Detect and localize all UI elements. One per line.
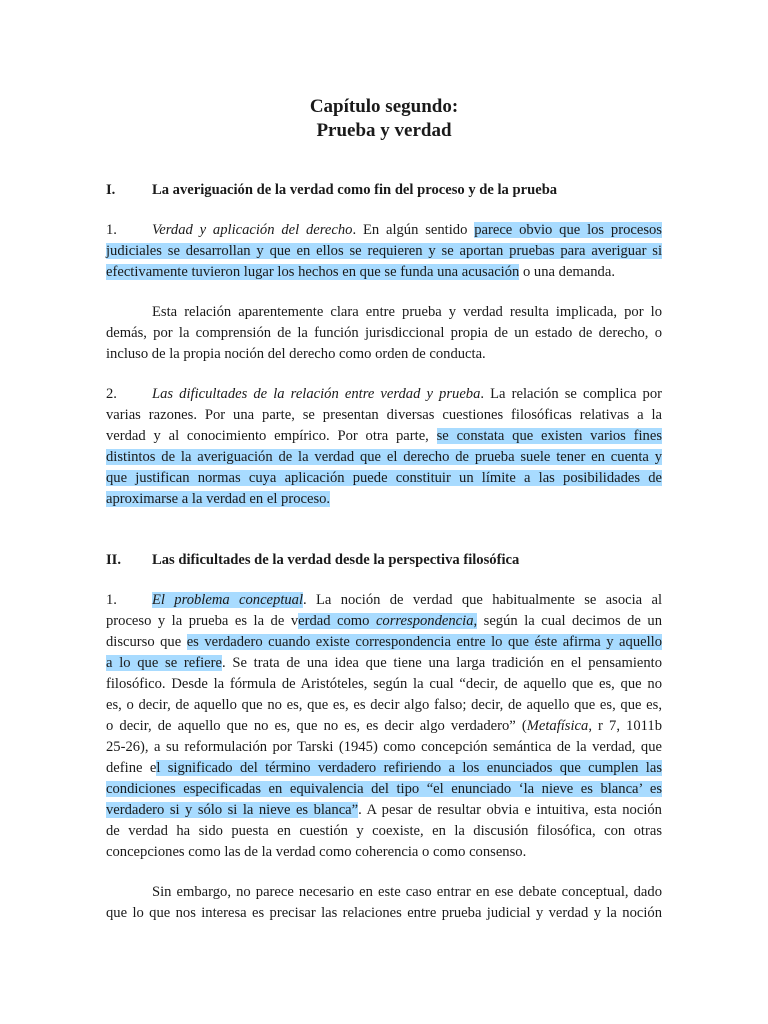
text-run: proceso y la prueba es la de v [106,613,299,629]
section-heading-2 [106,550,662,570]
paragraph-line [106,800,662,821]
paragraph-line [106,468,662,489]
paragraph-line [106,426,662,447]
highlight: condiciones especificadas en equivalencia del tipo “el enunciado ‘la nieve es blanca’ es [106,781,662,797]
paragraph-line: que lo que nos interesa es precisar las relaciones entre prueba judicial y verdad y la noción [106,905,662,921]
highlight: a lo que se refiere [106,655,222,671]
highlight: judiciales se desarrollan y que en ellos se requieren y se aportan pruebas para averiguar si [106,243,662,259]
text-run: discurso que [106,634,187,650]
section-heading-1 [106,180,662,200]
text-run: define e [106,760,157,776]
highlight: aproximarse a la verdad en el proceso. [106,491,331,507]
paragraph-line [106,653,662,674]
highlight: verdadero si y sólo si la nieve es blanca” [106,802,359,818]
paragraph-line [106,716,662,737]
highlight: correspondencia [375,613,474,629]
text-run: . Se trata de una idea que tiene una larga tradición en el pensamiento [222,655,662,671]
paragraph-line [106,241,662,262]
text-run: . En algún sentido [352,222,475,238]
paragraph-line: de verdad ha sido puesta en cuestión y coexiste, en la discusión filosófica, con otras [106,823,662,839]
paragraph-line: Sin embargo, no parece necesario en este caso entrar en ese debate conceptual, dado [152,884,662,900]
chapter-title: Prueba y verdad [316,120,452,141]
paragraph-line: filosófico. Desde la fórmula de Aristóteles, según la cual “decir, de aquello que es, que no [106,676,662,692]
highlight: es verdadero cuando existe correspondencia entre lo que éste afirma y aquello [186,634,663,650]
text-run: . A pesar de resultar obvia e intuitiva, esta noción [358,802,662,818]
text-run: o una demanda. [519,264,615,280]
highlight: erdad como [298,613,376,629]
paragraph-line [106,384,662,405]
paragraph-line: 25-26), a su reformulación por Tarski (1945) como concepción semántica de la verdad, que [106,739,662,755]
paragraph-line [106,447,662,468]
section-title: Las dificultades de la verdad desde la perspectiva filosófica [152,552,520,568]
paragraph-line [106,632,662,653]
paragraph-line: concepciones como las de la verdad como coherencia o como consenso. [106,844,527,860]
text-run: . La relación se complica por [480,386,663,402]
highlight: parece obvio que los procesos [474,222,662,238]
highlight: se constata que existen varios fines [436,428,663,444]
paragraph-italic-title: Las dificultades de la relación entre verdad y prueba [152,386,481,402]
paragraph-line [106,262,662,283]
paragraph-number: 1. [106,222,117,238]
paragraph-line [106,489,662,510]
text-run: o decir, de aquello que no es, que no es, es decir algo verdadero” ( [106,718,527,734]
highlight: que justifican normas cuya aplicación puede constituir un límite a las posibilidades de [106,470,662,486]
highlight: l significado del término verdadero refiriendo a los enunciados que cumplen las [156,760,662,776]
text-run: verdad y al conocimiento empírico. Por otra parte, [106,428,437,444]
italic-run: Metafísica [526,718,589,734]
highlight: efectivamente tuvieron lugar los hechos en que se funda una acusación [106,264,520,280]
paragraph-number: 2. [106,386,117,402]
paragraph-number: 1. [106,592,117,608]
paragraph-line: Esta relación aparentemente clara entre prueba y verdad resulta implicada, por lo [152,304,662,320]
paragraph-line: es, o decir, de aquello que no es, que es, es decir algo falso; decir, de aquello que es, que es, [106,697,662,713]
highlight: , [473,613,478,629]
chapter-label: Capítulo segundo: [309,96,459,117]
text-run: . La noción de verdad que habitualmente se asocia al [303,592,662,608]
paragraph-italic-title: Verdad y aplicación del derecho [152,222,353,238]
paragraph-line [106,220,662,241]
section-title: La averiguación de la verdad como fin del proceso y de la prueba [152,182,558,198]
text-run: , r 7, 1011b [588,718,663,734]
text-run: según la cual decimos de un [477,613,662,629]
paragraph-line [106,779,662,800]
paragraph-line [106,758,662,779]
paragraph-italic-title: El problema conceptual [152,592,304,608]
paragraph-line: incluso de la propia noción del derecho como orden de conducta. [106,346,486,362]
highlight: distintos de la averiguación de la verdad que el derecho de prueba suele tener en cuenta y [106,449,662,465]
section-number: II. [106,552,122,568]
paragraph-line [106,590,662,611]
paragraph-line: demás, por la comprensión de la función jurisdiccional propia de un estado de derecho, o [106,325,662,341]
section-number: I. [106,182,116,198]
paragraph-line: varias razones. Por una parte, se presentan diversas cuestiones filosóficas relativas a la [106,407,662,423]
paragraph-line [106,611,662,632]
